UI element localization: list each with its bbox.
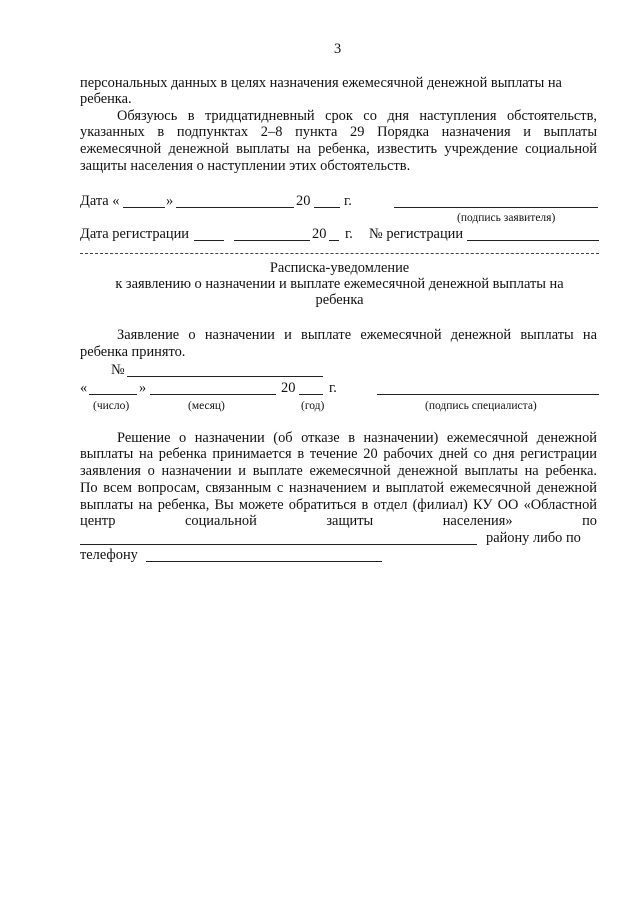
accepted-line-1: Заявление о назначении и выплате ежемесячной денежной выплаты на [117, 327, 597, 343]
obligation-line-1: Обязуюсь в тридцатидневный срок со дня наступления обстоятельств, [117, 108, 597, 124]
phone-field[interactable] [146, 561, 382, 562]
date-day-field[interactable] [123, 207, 165, 208]
date-month-field[interactable] [176, 207, 294, 208]
obligation-line-4: защиты населения о наступлении этих обстоятельств. [80, 158, 411, 174]
receipt-subtitle-line-1: к заявлению о назначении и выплате ежемесячной денежной выплаты на [115, 276, 564, 292]
receipt-month-field[interactable] [150, 394, 276, 395]
registration-date-label: Дата регистрации [80, 226, 190, 242]
accepted-line-2: ребенка принято. [80, 344, 186, 360]
obligation-line-2: указанных в подпунктах 2–8 пункта 29 Порядка назначения и выплаты [80, 124, 597, 140]
date-century: 20 [296, 193, 311, 209]
registration-day-field[interactable] [194, 240, 224, 241]
receipt-title: Расписка-уведомление [269, 260, 410, 276]
registration-century: 20 [312, 226, 327, 242]
district-suffix: району либо по [486, 530, 581, 546]
receipt-subtitle-line-2: ребенка [315, 292, 364, 308]
decision-line-1: Решение о назначении (об отказе в назначении) ежемесячной денежной [117, 430, 597, 446]
receipt-close-quote: » [139, 380, 147, 396]
date-year-field[interactable] [314, 207, 340, 208]
intro-line-1: персональных данных в целях назначения ежемесячной денежной выплаты на [80, 75, 562, 91]
date-year-suffix: г. [344, 193, 352, 209]
receipt-year-field[interactable] [299, 394, 323, 395]
registration-number-field[interactable] [467, 240, 599, 241]
receipt-open-quote: « [80, 380, 88, 396]
date-close-quote: » [166, 193, 174, 209]
receipt-year-suffix: г. [329, 380, 337, 396]
registration-year-field[interactable] [329, 240, 339, 241]
registration-number-label: № регистрации [369, 226, 464, 242]
page-number: 3 [334, 41, 342, 57]
phone-label: телефону [80, 547, 138, 563]
applicant-signature-field[interactable] [394, 207, 598, 208]
applicant-signature-caption: (подпись заявителя) [457, 212, 556, 224]
receipt-number-field[interactable] [127, 376, 323, 377]
intro-line-2: ребенка. [80, 91, 132, 107]
decision-line-4: По всем вопросам, связанным с назначением и выплатой ежемесячной денежной [80, 480, 597, 496]
district-field[interactable] [80, 544, 477, 545]
receipt-century: 20 [281, 380, 296, 396]
receipt-number-label: № [111, 362, 125, 378]
specialist-signature-field[interactable] [377, 394, 599, 395]
caption-month: (месяц) [188, 400, 225, 412]
caption-year: (год) [301, 400, 325, 412]
date-label: Дата « [80, 193, 120, 209]
caption-specialist-signature: (подпись специалиста) [425, 400, 537, 412]
registration-year-suffix: г. [345, 226, 353, 242]
decision-line-6: центр социальной защиты населения» по [80, 513, 597, 529]
obligation-line-3: ежемесячной денежной выплаты на ребенка, известить учреждение социальной [80, 141, 597, 157]
caption-day: (число) [93, 400, 130, 412]
decision-line-5: выплаты на ребенка, Вы можете обратиться в отдел (филиал) КУ ОО «Областной [80, 497, 597, 513]
decision-line-3: заявления о назначении и выплате ежемесячной денежной выплаты на ребенка. [80, 463, 597, 479]
receipt-day-field[interactable] [89, 394, 137, 395]
registration-month-field[interactable] [234, 240, 310, 241]
decision-line-2: выплаты на ребенка принимается в течение 20 рабочих дней со дня регистрации [80, 446, 597, 462]
cut-line-divider [80, 253, 599, 254]
